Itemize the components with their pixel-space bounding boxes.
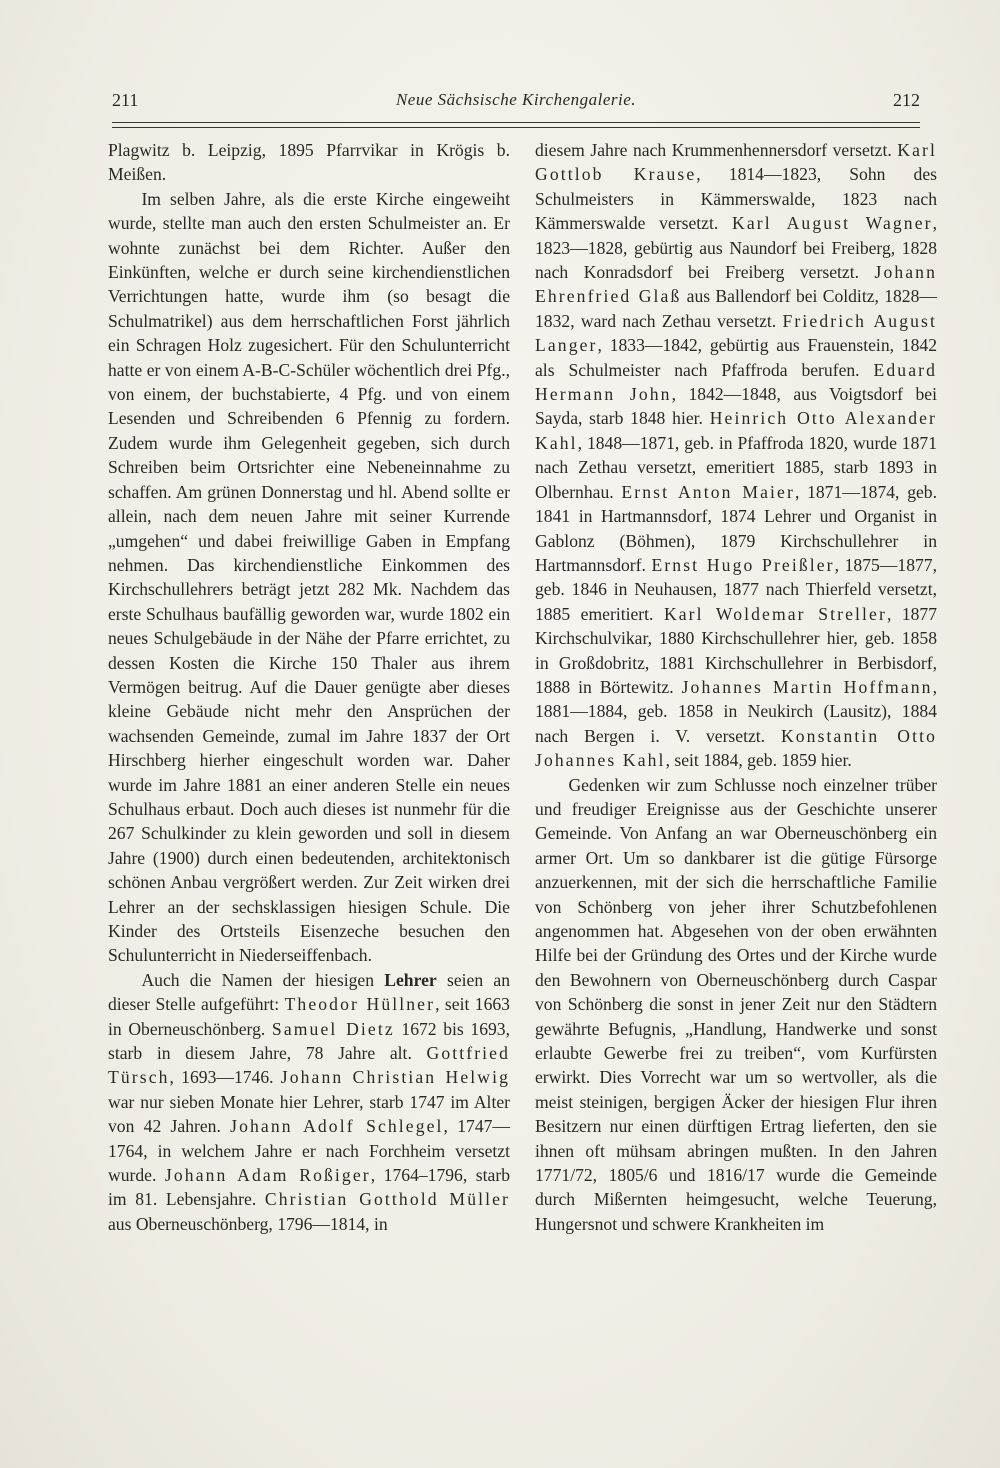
text-run: , 1871—1874, geb. 1841 in Hartmannsdorf, 1874 Lehrer und Organist in Gablonz (Böhmen), 1879 Kirchschullehrer in Hartmannsdorf. xyxy=(535,481,937,575)
teacher-name: Konstantin Otto Johannes Kahl xyxy=(535,725,937,771)
text-run: , seit 1663 in Oberneuschönberg. xyxy=(108,994,510,1039)
teacher-name: Johann Adolf Schlegel xyxy=(230,1116,444,1137)
teacher-name: Gottfried Türsch xyxy=(108,1043,510,1088)
text-run: , 1875—1877, geb. 1846 in Neuhausen, 1877 nach Thierfeld versetzt, 1885 emeritiert. xyxy=(535,554,937,624)
teacher-name: Heinrich Otto Alexander Kahl xyxy=(535,408,937,453)
teacher-name: Friedrich August Langer xyxy=(535,310,937,356)
text-run: aus Ballendorf bei Colditz, 1828—1832, ward nach Zethau versetzt. xyxy=(535,286,937,331)
teacher-name: Theodor Hüllner xyxy=(284,994,436,1015)
teacher-name: Ernst Hugo Preißler xyxy=(651,554,835,575)
left-column xyxy=(108,138,510,1236)
teacher-name: Johannes Martin Hoffmann xyxy=(681,676,933,697)
text-run: seien an dieser Stelle aufgeführt: xyxy=(108,969,510,1015)
running-title: Neue Sächsische Kirchengalerie. xyxy=(395,90,637,109)
text-run: , 1814—1823, Sohn des Schulmeisters in Kämmerswalde, 1823 nach Kämmerswalde versetzt. xyxy=(535,164,937,234)
text-run: , 1747—1764, in welchem Jahre er nach Forchheim versetzt wurde. xyxy=(108,1116,511,1186)
left-page-number: 211 xyxy=(112,90,139,110)
teacher-name: Karl Gottlob Krause xyxy=(535,140,937,185)
text-run: , 1833—1842, gebürtig aus Frauenstein, 1842 als Schulmeister nach Pfaffroda berufen. xyxy=(535,335,937,380)
teacher-name: Christian Gotthold Müller xyxy=(264,1189,510,1210)
paragraph-school-history: Im selben Jahre, als die erste Kirche eingeweiht wurde, stellte man auch den ersten Schulmeister an. Er wohnte zunächst bei dem Richter. Außer den Einkünften, welche er durch seine kirchendienstlichen Verrichtungen hatte, wurde ihm (so besagt die Schulmatrikel) aus dem herrschaftlichen Forst jährlich ein Schragen Holz zugesichert. Für den Schulunterricht hatte er von einem A-B-C-Schüler wöchentlich drei Pfg., von einem, der buchstabierte, 4 Pfg. und von einem Lesenden und Schreibenden 6 Pfennig zu fordern. Zudem wurde ihm Gelegenheit gegeben, sich durch Schreiben beim Ortsrichter eine Nebeneinnahme zu schaffen. Am grünen Donnerstag und hl. Abend sollte er allein, nach dem neuen Jahre mit seiner Kurrende „umgehen“ und dabei freiwillige Gaben in Empfang nehmen. Das kirchendienstliche Einkommen des Kirchschullehrers beträgt jetzt 282 Mk. Nachdem das erste Schulhaus baufällig geworden war, wurde 1802 ein neues Schulgebäude in der Nähe der Pfarre errichtet, zu dessen Kosten die Kirche 150 Thaler aus ihrem Vermögen beitrug. Auf die Dauer genügte aber dieses kleine Gebäude nicht mehr den Ansprüchen der wachsenden Gemeinde, zumal im Jahre 1837 der Ort Hirschberg hierher eingeschult worden war. Daher wurde im Jahre 1881 an einer anderen Stelle ein neues Schulhaus erbaut. Doch auch dieses ist nunmehr für die 267 Schulkinder zu klein geworden und soll in diesem Jahre (1900) durch einen bedeutenden, architektonisch schönen Anbau vergrößert werden. Zur Zeit wirken drei Lehrer an der sechsklassigen hiesigen Schule. Die Kinder des Ortsteils Eisenzeche besuchen den Schulunterricht in Niederseiffenbach. xyxy=(108,188,510,966)
paragraph-teachers-continued xyxy=(535,138,937,773)
teacher-name: Johann Adam Roßiger xyxy=(164,1165,371,1186)
paragraph-continuation: Plagwitz b. Leipzig, 1895 Pfarrvikar in Krögis b. Meißen. xyxy=(108,140,510,185)
text-run: , 1877 Kirchschulvikar, 1880 Kirchschullehrer hier, geb. 1858 in Großdobritz, 1881 Kirchschullehrer in Berbisdorf, 1888 in Börtewitz. xyxy=(535,603,938,697)
text-run: , 1764–1796, starb im 81. Lebensjahre. xyxy=(108,1165,510,1210)
text-run: 1672 bis 1693, starb in diesem Jahre, 78 Jahre alt. xyxy=(108,1018,510,1064)
teacher-name: Karl Woldemar Streller xyxy=(663,603,887,624)
text-run: Auch die Namen der hiesigen xyxy=(141,969,385,990)
text-run: , 1823—1828, gebürtig aus Naundorf bei Freiberg, 1828 nach Konradsdorf bei Freiberg versetzt. xyxy=(535,213,938,283)
right-page-number: 212 xyxy=(893,90,920,110)
right-column xyxy=(535,138,937,1236)
page-header xyxy=(112,90,920,120)
teacher-name: Ernst Anton Maier xyxy=(621,481,795,502)
text-run: , 1693—1746. xyxy=(169,1067,281,1088)
text-run: , 1848—1871, geb. in Pfaffroda 1820, wurde 1871 nach Zethau versetzt, emeritiert 1885, starb 1893 in Olbernhau. xyxy=(535,432,937,502)
teacher-name: Johann Christian Helwig xyxy=(280,1067,510,1088)
teacher-name: Eduard Hermann John xyxy=(535,359,937,405)
teacher-name: Johann Ehrenfried Glaß xyxy=(535,262,937,307)
teacher-name: Samuel Dietz xyxy=(271,1018,395,1039)
text-run: , 1842—1848, aus Voigtsdorf bei Sayda, starb 1848 hier. xyxy=(535,384,937,429)
emphasis-lehrer: Lehrer xyxy=(384,969,437,990)
text-run: , 1881—1884, geb. 1858 in Neukirch (Lausitz), 1884 nach Bergen i. V. versetzt. xyxy=(535,676,937,746)
text-run: diesem Jahre nach Krummenhennersdorf versetzt. xyxy=(535,140,898,160)
text-run: , seit 1884, geb. 1859 hier. xyxy=(665,750,852,771)
header-rule xyxy=(112,122,920,128)
text-run: war nur sieben Monate hier Lehrer, starb 1747 im Alter von 42 Jahren. xyxy=(108,1091,510,1137)
text-run: aus Oberneuschönberg, 1796—1814, in xyxy=(108,1213,388,1234)
paragraph-teachers xyxy=(108,968,510,1236)
teacher-name: Karl August Wagner xyxy=(732,213,933,234)
paragraph-events: Gedenken wir zum Schlusse noch einzelner trüber und freudiger Ereignisse aus der Geschichte unserer Gemeinde. Von Anfang an war Oberneuschönberg ein armer Ort. Um so dankbarer ist die gütige Fürsorge anzuerkennen, mit der sich die herrschaftliche Familie von Schönberg von jeher ihrer Schutzbefohlenen angenommen hat. Abgesehen von der oben erwähnten Hilfe bei der Gründung des Ortes und der Kirche wurde den Bewohnern von Oberneuschönberg durch Caspar von Schönberg die sonst in jener Zeit nur den Städtern gewährte Befugnis, „Handlung, Handwerke und sonst erlaubte Gewerbe frei zu treiben“, vom Kurfürsten erwirkt. Dies Vorrecht war um so wertvoller, als die meist steinigen, bergigen Äcker der hiesigen Flur ihren Besitzern nur einen dürftigen Ertrag lieferten, den sie ihnen oft mühsam abringen mußten. In den Jahren 1771/72, 1805/6 und 1816/17 wurde die Gemeinde durch Mißernten heimgesucht, welche Teuerung, Hungersnot und schwere Krankheiten im xyxy=(535,774,937,1234)
